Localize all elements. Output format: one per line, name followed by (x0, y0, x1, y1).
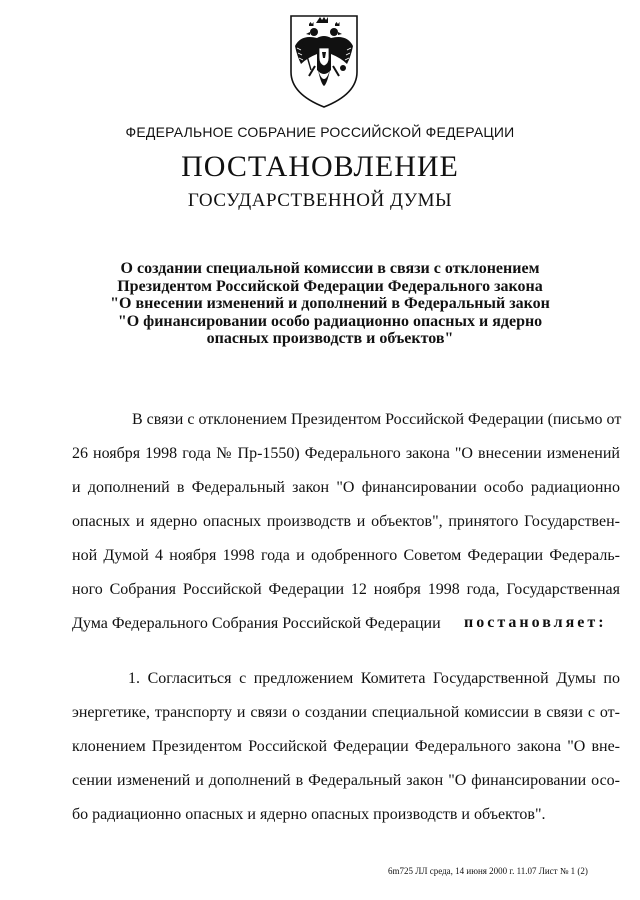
paragraph-line: Дума Федерального Собрания Российской Федерации (72, 615, 441, 632)
subject-line: "О внесении изменений и дополнений в Федеральный закон (110, 295, 550, 312)
paragraph-line: В связи с отклонением Президентом Российской Федерации (письмо от (132, 411, 622, 428)
paragraph-line: сении изменений и дополнений в Федеральный закон "О финансировании осо- (72, 772, 620, 789)
paragraph-line: ного Собрания Российской Федерации 12 ноября 1998 года, Государственная (72, 581, 620, 598)
coat-of-arms-icon (287, 12, 361, 110)
paragraph-line: клонением Президентом Российской Федерации Федерального закона "О вне- (72, 738, 620, 755)
paragraph-line: ной Думой 4 ноября 1998 года и одобренного Советом Федерации Федераль- (72, 547, 620, 564)
paragraph-line: 1. Согласиться с предложением Комитета Государственной Думы по (128, 670, 620, 687)
subject-line: опасных производств и объектов" (206, 330, 454, 347)
paragraph-line: и дополнений в Федеральный закон "О финансировании особо радиационно (72, 479, 620, 496)
resolves-keyword: постановляет: (464, 614, 607, 631)
resolution-subject (100, 260, 560, 348)
paragraph-line: энергетике, транспорту и связи о создании специальной комиссии в связи с от- (72, 704, 620, 721)
document-subtitle: ГОСУДАРСТВЕННОЙ ДУМЫ (187, 190, 453, 211)
paragraph-line: опасных и ядерно опасных производств и объектов", принятого Государствен- (72, 513, 620, 530)
paragraph-line: бо радиационно опасных и ядерно опасных производств и объектов". (72, 806, 546, 823)
page-footer: 6m725 ЛЛ среда, 14 июня 2000 г. 11.07 Лист № 1 (2) (388, 866, 588, 876)
subject-line: "О финансировании особо радиационно опасных и ядерно (117, 312, 543, 330)
assembly-heading: ФЕДЕРАЛЬНОЕ СОБРАНИЕ РОССИЙСКОЙ ФЕДЕРАЦИИ (125, 124, 515, 140)
paragraph-line: 26 ноября 1998 года № Пр-1550) Федерального закона "О внесении изменений (72, 445, 620, 462)
subject-line: Президентом Российской Федерации Федерального закона (117, 277, 543, 295)
document-title: ПОСТАНОВЛЕНИЕ (181, 150, 459, 183)
subject-line: О создании специальной комиссии в связи с отклонением (120, 260, 540, 277)
